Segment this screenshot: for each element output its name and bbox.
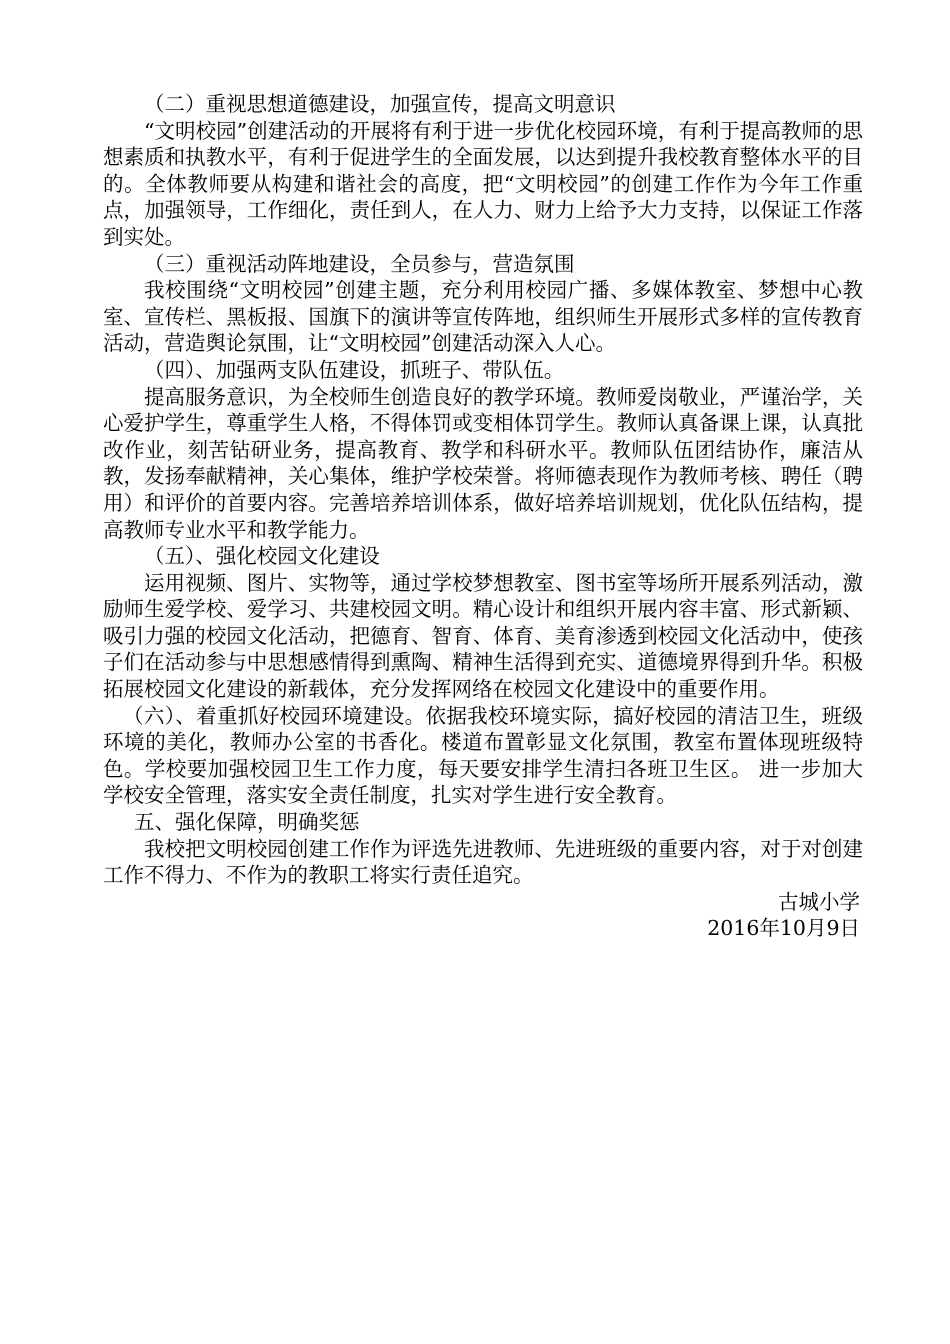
section-heading-4: （四）、加强两支队伍建设，抓班子、带队伍。 — [144, 357, 565, 382]
document-page — [103, 91, 863, 942]
section-body-4: 提高服务意识，为全校师生创造良好的教学环境。教师爱岗敬业，严谨治学，关心爱护学生，尊重学生人格，不得体罚或变相体罚学生。教师认真备课上课，认真批改作业，刻苦钻研业务，提高教育、教学和科研水平。教师队伍团结协作，廉洁从教，发扬奉献精神，关心集体，维护学校荣誉。将师德表现作为教师考核、聘任（聘用）和评价的首要内容。完善培养培训体系，做好培养培训规划，优化队伍结构，提高教师专业水平和教学能力。 — [103, 384, 863, 542]
section-body-5: 运用视频、图片、实物等，通过学校梦想教室、图书室等场所开展系列活动，激励师生爱学校、爱学习、共建校园文明。精心设计和组织开展内容丰富、形式新颖、吸引力强的校园文化活动，把德育、智育、体育、美育渗透到校园文化活动中，使孩子们在活动参与中思想感情得到熏陶、精神生活得到充实、道德境界得到升华。积极拓展校园文化建设的新载体，充分发挥网络在校园文化建设中的重要作用。 — [103, 570, 863, 702]
section-body-2: “文明校园”创建活动的开展将有利于进一步优化校园环境，有利于提高教师的思想素质和执教水平，有利于促进学生的全面发展，以达到提升我校教育整体水平的目的。全体教师要从构建和谐社会的高度，把“文明校园”的创建工作作为今年工作重点，加强领导，工作细化，责任到人，在人力、财力上给予大力支持，以保证工作落到实处。 — [103, 118, 863, 249]
section-heading-3: （三）重视活动阵地建设，全员参与，营造氛围 — [144, 251, 575, 276]
part-five-heading: 五、强化保障，明确奖惩 — [134, 810, 360, 835]
signature-date: 2016年10月9日 — [707, 916, 860, 941]
section-heading-5: （五）、强化校园文化建设 — [144, 544, 380, 569]
part-five-body: 我校把文明校园创建工作作为评选先进教师、先进班级的重要内容，对于对创建工作不得力、不作为的教职工将实行责任追究。 — [103, 836, 863, 888]
section-6-paragraph: （六）、着重抓好校园环境建设。依据我校环境实际，搞好校园的清洁卫生，班级环境的美化，教师办公室的书香化。楼道布置彰显文化氛围，教室布置体现班级特色。学校要加强校园卫生工作力度，每天要安排学生清扫各班卫生区。 进一步加大学校安全管理，落实安全责任制度，扎实对学生进行安全教育。 — [103, 703, 863, 808]
section-body-3: 我校围绕“文明校园”创建主题，充分利用校园广播、多媒体教室、梦想中心教室、宣传栏、黑板报、国旗下的演讲等宣传阵地，组织师生开展形式多样的宣传教育活动，营造舆论氛围，让“文明校园”创建活动深入人心。 — [103, 278, 863, 356]
signature-organization: 古城小学 — [778, 889, 860, 914]
section-heading-2: （二）重视思想道德建设，加强宣传，提高文明意识 — [144, 92, 616, 116]
